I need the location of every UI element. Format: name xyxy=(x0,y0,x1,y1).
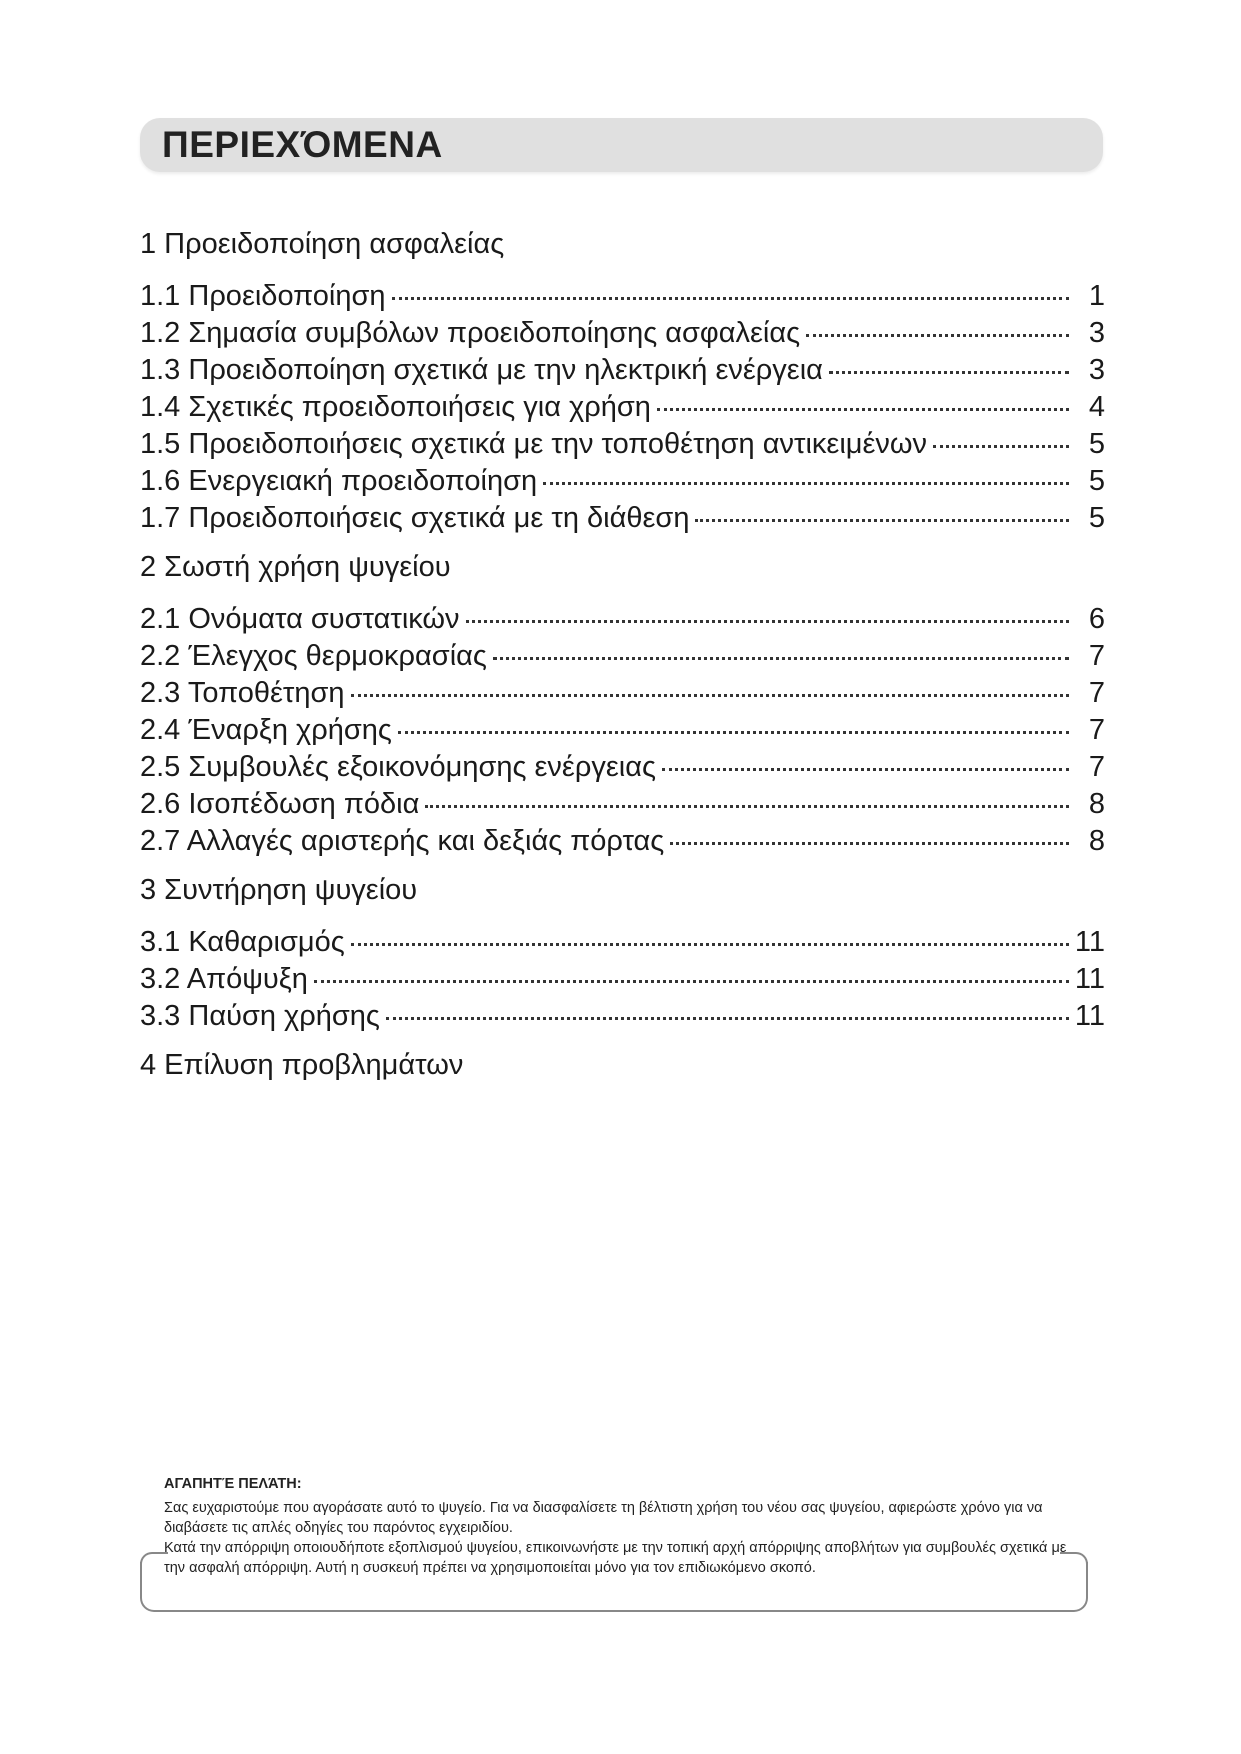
entry-label: 1.7 Προειδοποιήσεις σχετικά με τη διάθεση xyxy=(140,502,690,534)
entry-label: 3.2 Απόψυξη xyxy=(140,963,308,995)
section-title[interactable]: 4 Επίλυση προβλημάτων xyxy=(140,1049,464,1081)
entry-label: 2.7 Αλλαγές αριστερής και δεξιάς πόρτας xyxy=(140,825,665,857)
dot-leader xyxy=(657,408,1069,411)
page-number: 3 xyxy=(1088,354,1105,386)
dot-leader xyxy=(351,943,1069,946)
title-bar xyxy=(140,118,1103,172)
dot-leader xyxy=(314,980,1069,983)
customer-notice xyxy=(140,1462,1088,1606)
page-number: 11 xyxy=(1074,1000,1105,1032)
dot-leader xyxy=(398,731,1069,734)
dot-leader xyxy=(392,297,1070,300)
toc-entry[interactable] xyxy=(140,675,1105,712)
entry-label: 2.6 Ισοπέδωση πόδια xyxy=(140,788,420,820)
notice-body xyxy=(164,1474,1084,1578)
entry-label: 2.2 Έλεγχος θερμοκρασίας xyxy=(140,640,487,672)
entry-label: 2.3 Τοποθέτηση xyxy=(140,677,345,709)
toc-section-2 xyxy=(140,547,1105,860)
toc-entry[interactable] xyxy=(140,352,1105,389)
toc-entry[interactable] xyxy=(140,638,1105,675)
entry-label: 2.5 Συμβουλές εξοικονόμησης ενέργειας xyxy=(140,751,656,783)
dot-leader xyxy=(662,768,1069,771)
dot-leader xyxy=(543,482,1069,485)
toc-entry[interactable] xyxy=(140,426,1105,463)
toc-entry[interactable] xyxy=(140,786,1105,823)
entry-label: 1.6 Ενεργειακή προειδοποίηση xyxy=(140,465,538,497)
dot-leader xyxy=(695,519,1069,522)
page-number: 1 xyxy=(1088,280,1105,312)
notice-paragraph: Σας ευχαριστούμε που αγοράσατε αυτό το ψυγείο. Για να διασφαλίσετε τη βέλτιστη χρήση του νέου σας ψυγείου, αφιερώστε χρόνο για να διαβάσετε τις απλές οδηγίες του παρόντος εγχειριδίου. xyxy=(164,1500,1043,1536)
toc-entry[interactable] xyxy=(140,500,1105,537)
page-number: 3 xyxy=(1088,317,1105,349)
page-number: 7 xyxy=(1088,714,1105,746)
page-number: 5 xyxy=(1088,428,1105,460)
page-number: 5 xyxy=(1088,465,1105,497)
page-number: 11 xyxy=(1074,963,1105,995)
table-of-contents xyxy=(140,224,1105,1099)
entry-label: 2.4 Έναρξη χρήσης xyxy=(140,714,392,746)
notice-heading: ΑΓΑΠΗΤΈ ΠΕΛΆΤΗ: xyxy=(164,1476,302,1492)
page-number: 7 xyxy=(1088,677,1105,709)
page-number: 6 xyxy=(1088,603,1105,635)
dot-leader xyxy=(493,657,1069,660)
toc-entry[interactable] xyxy=(140,315,1105,352)
toc-section-1 xyxy=(140,224,1105,537)
dot-leader xyxy=(351,694,1070,697)
toc-entry[interactable] xyxy=(140,924,1105,961)
entry-label: 1.4 Σχετικές προειδοποιήσεις για χρήση xyxy=(140,391,651,423)
page-number: 4 xyxy=(1088,391,1105,423)
page-number: 7 xyxy=(1088,640,1105,672)
toc-entry[interactable] xyxy=(140,278,1105,315)
toc-entry[interactable] xyxy=(140,463,1105,500)
entry-label: 3.1 Καθαρισμός xyxy=(140,926,345,958)
entry-label: 1.3 Προειδοποίηση σχετικά με την ηλεκτρική ενέργεια xyxy=(140,354,823,386)
entry-label: 3.3 Παύση χρήσης xyxy=(140,1000,380,1032)
section-title[interactable]: 1 Προειδοποίηση ασφαλείας xyxy=(140,228,505,260)
page-number: 7 xyxy=(1088,751,1105,783)
dot-leader xyxy=(806,334,1069,337)
dot-leader xyxy=(466,620,1069,623)
toc-entry[interactable] xyxy=(140,998,1105,1035)
page-number: 11 xyxy=(1074,926,1105,958)
entry-label: 1.5 Προειδοποιήσεις σχετικά με την τοποθέτηση αντικειμένων xyxy=(140,428,928,460)
page-number: 8 xyxy=(1088,825,1105,857)
entry-label: 2.1 Ονόματα συστατικών xyxy=(140,603,460,635)
toc-entry[interactable] xyxy=(140,823,1105,860)
section-title[interactable]: 2 Σωστή χρήση ψυγείου xyxy=(140,551,451,583)
dot-leader xyxy=(933,445,1069,448)
toc-section-3 xyxy=(140,870,1105,1035)
toc-entry[interactable] xyxy=(140,389,1105,426)
toc-entry[interactable] xyxy=(140,601,1105,638)
entry-label: 1.1 Προειδοποίηση xyxy=(140,280,386,312)
page-number: 8 xyxy=(1088,788,1105,820)
notice-paragraph: Κατά την απόρριψη οποιουδήποτε εξοπλισμού ψυγείου, επικοινωνήστε με την τοπική αρχή απόρριψης αποβλήτων για συμβουλές σχετικά με την ασφαλή απόρριψη. Αυτή η συσκευή πρέπει να χρησιμοποιείται μόνο για τον επιδιωκόμενο σκοπό. xyxy=(164,1540,1067,1576)
dot-leader xyxy=(386,1017,1069,1020)
section-title[interactable]: 3 Συντήρηση ψυγείου xyxy=(140,874,418,906)
toc-entry[interactable] xyxy=(140,749,1105,786)
toc-section-4 xyxy=(140,1045,1105,1085)
dot-leader xyxy=(670,842,1069,845)
dot-leader xyxy=(829,371,1069,374)
entry-label: 1.2 Σημασία συμβόλων προειδοποίησης ασφαλείας xyxy=(140,317,801,349)
toc-entry[interactable] xyxy=(140,961,1105,998)
page-title: ΠΕΡΙΕΧΌΜΕΝΑ xyxy=(162,124,443,165)
toc-entry[interactable] xyxy=(140,712,1105,749)
page-number: 5 xyxy=(1088,502,1105,534)
dot-leader xyxy=(425,805,1069,808)
